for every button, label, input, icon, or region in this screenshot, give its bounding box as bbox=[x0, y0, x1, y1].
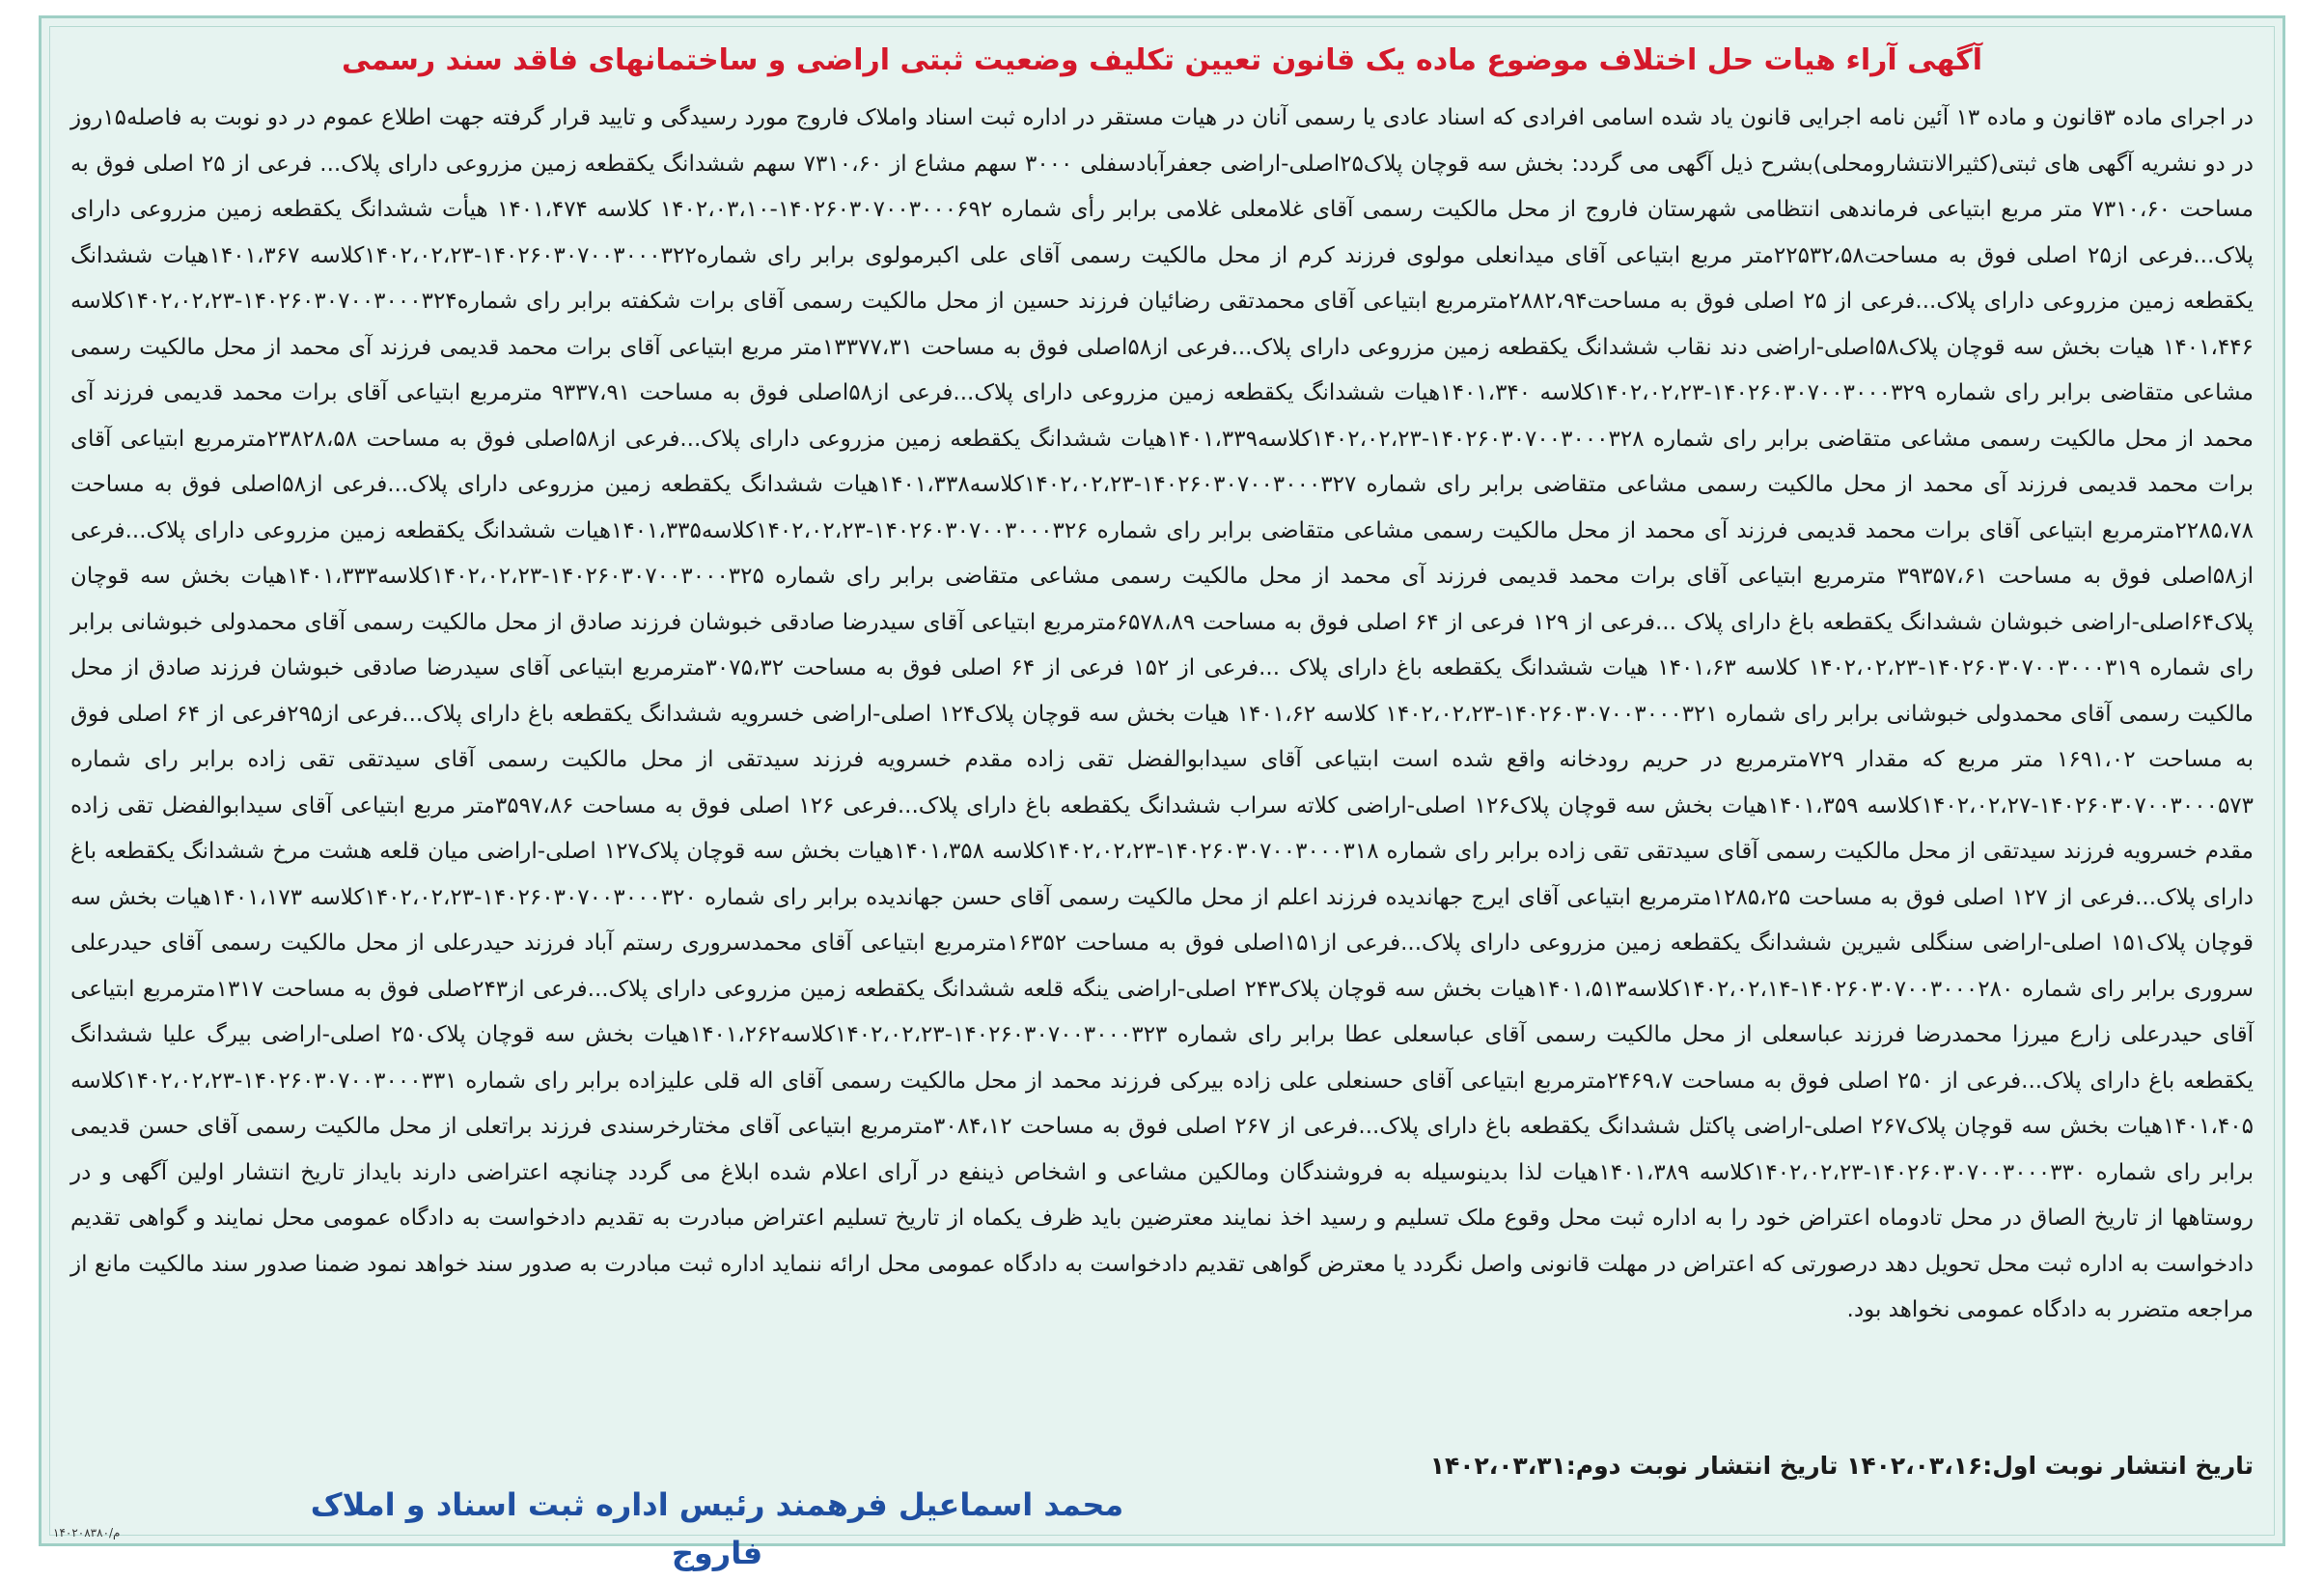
ad-code: م/۱۴۰۲۰۸۳۸۰ bbox=[53, 1526, 121, 1539]
notice-frame bbox=[39, 15, 2285, 1571]
signature: محمد اسماعیل فرهمند رئیس اداره ثبت اسناد و املاک فاروج bbox=[310, 1486, 1124, 1571]
publication-dates: تاریخ انتشار نوبت اول:۱۴۰۲،۰۳،۱۶ تاریخ انتشار نوبت دوم:۱۴۰۲،۰۳،۳۱ bbox=[1429, 1452, 2254, 1480]
notice-title: آگهی آراء هیات حل اختلاف موضوع ماده یک قانون تعیین تکلیف وضعیت ثبتی اراضی و ساختمانهای فاقد سند رسمی bbox=[341, 43, 1983, 77]
notice-body: در اجرای ماده ۳قانون و ماده ۱۳ آئین نامه اجرایی قانون یاد شده اسامی افرادی که اسناد عادی یا رسمی آنان در هیات مستقر در اداره ثبت اسناد واملاک فاروج مورد رسیدگی و تایید قرار گرفته جهت اطلاع عموم در دو نوبت به فاصله۱۵روز در دو نشریه آگهی های ثبتی(کثیرالانتشارومحلی)بشرح ذیل آگهی می گردد: بخش سه قوچان پلاک۲۵اصلی-اراضی جعفرآبادسفلی ۳۰۰۰ سهم مشاع از ۷۳۱۰،۶۰ سهم ششدانگ یکقطعه زمین مزروعی دارای پلاک... فرعی از ۲۵ اصلی فوق به مساحت ۷۳۱۰،۶۰ متر مربع ابتیاعی فرماندهی انتظامی شهرستان فاروج از محل مالکیت رسمی آقای غلامعلی غلامی برابر رأی شماره ۱۴۰۲۶۰۳۰۷۰۰۳۰۰۰۶۹۲-۱۴۰۲،۰۳،۱۰ کلاسه ۱۴۰۱،۴۷۴ هیأت ششدانگ یکقطعه زمین مزروعی دارای پلاک...فرعی از۲۵ اصلی فوق به مساحت۲۲۵۳۲،۵۸متر مربع ابتیاعی آقای میدانعلی مولوی فرزند کرم از محل مالکیت رسمی آقای علی اکبرمولوی برابر رای شماره۱۴۰۲۶۰۳۰۷۰۰۳۰۰۰۳۲۲-۱۴۰۲،۰۲،۲۳کلاسه ۱۴۰۱،۳۶۷هیات ششدانگ یکقطعه زمین مزروعی دارای پلاک...فرعی از ۲۵ اصلی فوق به مساحت۲۸۸۲،۹۴مترمربع ابتیاعی آقای محمدتقی رضائیان فرزند حسین از محل مالکیت رسمی آقای برات شکفته برابر رای شماره۱۴۰۲۶۰۳۰۷۰۰۳۰۰۰۳۲۴-۱۴۰۲،۰۲،۲۳کلاسه ۱۴۰۱،۴۴۶ هیات بخش سه قوچان پلاک۵۸اصلی-اراضی دند نقاب ششدانگ یکقطعه زمین مزروعی دارای پلاک...فرعی از۵۸اصلی فوق به مساحت ۱۳۳۷۷،۳۱متر مربع ابتیاعی آقای برات محمد قدیمی فرزند آی محمد از محل مالکیت رسمی مشاعی متقاضی برابر رای شماره ۱۴۰۲۶۰۳۰۷۰۰۳۰۰۰۳۲۹-۱۴۰۲،۰۲،۲۳کلاسه ۱۴۰۱،۳۴۰هیات ششدانگ یکقطعه زمین مزروعی دارای پلاک...فرعی از۵۸اصلی فوق به مساحت ۹۳۳۷،۹۱ مترمربع ابتیاعی آقای برات محمد قدیمی فرزند آی محمد از محل مالکیت رسمی مشاعی متقاضی برابر رای شماره ۱۴۰۲۶۰۳۰۷۰۰۳۰۰۰۳۲۸-۱۴۰۲،۰۲،۲۳کلاسه۱۴۰۱،۳۳۹هیات ششدانگ یکقطعه زمین مزروعی دارای پلاک...فرعی از۵۸اصلی فوق به مساحت ۲۳۸۲۸،۵۸مترمربع ابتیاعی آقای برات محمد قدیمی فرزند آی محمد از محل مالکیت رسمی مشاعی متقاضی برابر رای شماره ۱۴۰۲۶۰۳۰۷۰۰۳۰۰۰۳۲۷-۱۴۰۲،۰۲،۲۳کلاسه۱۴۰۱،۳۳۸هیات ششدانگ یکقطعه زمین مزروعی دارای پلاک...فرعی از۵۸اصلی فوق به مساحت ۲۲۸۵،۷۸مترمربع ابتیاعی آقای برات محمد قدیمی فرزند آی محمد از محل مالکیت رسمی مشاعی متقاضی برابر رای شماره ۱۴۰۲۶۰۳۰۷۰۰۳۰۰۰۳۲۶-۱۴۰۲،۰۲،۲۳کلاسه۱۴۰۱،۳۳۵هیات ششدانگ یکقطعه زمین مزروعی دارای پلاک...فرعی از۵۸اصلی فوق به مساحت ۳۹۳۵۷،۶۱ مترمربع ابتیاعی آقای برات محمد قدیمی فرزند آی محمد از محل مالکیت رسمی مشاعی متقاضی برابر رای شماره ۱۴۰۲۶۰۳۰۷۰۰۳۰۰۰۳۲۵-۱۴۰۲،۰۲،۲۳کلاسه۱۴۰۱،۳۳۳هیات بخش سه قوچان پلاک۶۴اصلی-اراضی خبوشان ششدانگ یکقطعه باغ دارای پلاک ...فرعی از ۱۲۹ فرعی از ۶۴ اصلی فوق به مساحت ۶۵۷۸،۸۹مترمربع ابتیاعی آقای سیدرضا صادقی خبوشان فرزند صادق از محل مالکیت رسمی آقای محمدولی خبوشانی برابر رای شماره ۱۴۰۲۶۰۳۰۷۰۰۳۰۰۰۳۱۹-۱۴۰۲،۰۲،۲۳ کلاسه ۱۴۰۱،۶۳ هیات ششدانگ یکقطعه باغ دارای پلاک ...فرعی از ۱۵۲ فرعی از ۶۴ اصلی فوق به مساحت ۳۰۷۵،۳۲مترمربع ابتیاعی آقای سیدرضا صادقی خبوشان فرزند صادق از محل مالکیت رسمی آقای محمدولی خبوشانی برابر رای شماره ۱۴۰۲۶۰۳۰۷۰۰۳۰۰۰۳۲۱-۱۴۰۲،۰۲،۲۳ کلاسه ۱۴۰۱،۶۲ هیات بخش سه قوچان پلاک۱۲۴ اصلی-اراضی خسرویه ششدانگ یکقطعه باغ دارای پلاک...فرعی از۲۹۵فرعی از ۶۴ اصلی فوق به مساحت ۱۶۹۱،۰۲ متر مربع که مقدار ۷۲۹مترمربع در حریم رودخانه واقع شده است ابتیاعی آقای سیدابوالفضل تقی زاده مقدم خسرویه فرزند سیدتقی از محل مالکیت رسمی آقای سیدتقی تقی زاده برابر رای شماره ۱۴۰۲۶۰۳۰۷۰۰۳۰۰۰۵۷۳-۱۴۰۲،۰۲،۲۷کلاسه ۱۴۰۱،۳۵۹هیات بخش سه قوچان پلاک۱۲۶ اصلی-اراضی کلاته سراب ششدانگ یکقطعه باغ دارای پلاک...فرعی ۱۲۶ اصلی فوق به مساحت ۳۵۹۷،۸۶متر مربع ابتیاعی آقای سیدابوالفضل تقی زاده مقدم خسرویه فرزند سیدتقی از محل مالکیت رسمی آقای سیدتقی تقی زاده برابر رای شماره ۱۴۰۲۶۰۳۰۷۰۰۳۰۰۰۳۱۸-۱۴۰۲،۰۲،۲۳کلاسه ۱۴۰۱،۳۵۸هیات بخش سه قوچان پلاک۱۲۷ اصلی-اراضی میان قلعه هشت مرخ ششدانگ یکقطعه باغ دارای پلاک...فرعی از ۱۲۷ اصلی فوق به مساحت ۱۲۸۵،۲۵مترمربع ابتیاعی آقای ایرج جهاندیده فرزند اعلم از محل مالکیت رسمی آقای حسن جهاندیده برابر رای شماره ۱۴۰۲۶۰۳۰۷۰۰۳۰۰۰۳۲۰-۱۴۰۲،۰۲،۲۳کلاسه ۱۴۰۱،۱۷۳هیات بخش سه قوچان پلاک۱۵۱ اصلی-اراضی سنگلی شیرین ششدانگ یکقطعه زمین مزروعی دارای پلاک...فرعی از۱۵۱اصلی فوق به مساحت ۱۶۳۵۲مترمربع ابتیاعی آقای محمدسروری رستم آباد فرزند حیدرعلی از محل مالکیت رسمی آقای حیدرعلی سروری برابر رای شماره ۱۴۰۲۶۰۳۰۷۰۰۳۰۰۰۲۸۰-۱۴۰۲،۰۲،۱۴کلاسه۱۴۰۱،۵۱۳هیات بخش سه قوچان پلاک۲۴۳ اصلی-اراضی ینگه قلعه ششدانگ یکقطعه زمین مزروعی دارای پلاک...فرعی از۲۴۳صلی فوق به مساحت ۱۳۱۷مترمربع ابتیاعی آقای حیدرعلی زارع میرزا محمدرضا فرزند عباسعلی از محل مالکیت رسمی آقای عباسعلی عطا برابر رای شماره ۱۴۰۲۶۰۳۰۷۰۰۳۰۰۰۳۲۳-۱۴۰۲،۰۲،۲۳کلاسه۱۴۰۱،۲۶۲هیات بخش سه قوچان پلاک۲۵۰ اصلی-اراضی بیرگ علیا ششدانگ یکقطعه باغ دارای پلاک...فرعی از ۲۵۰ اصلی فوق به مساحت ۲۴۶۹،۷مترمربع ابتیاعی آقای حسنعلی علی زاده بیرکی فرزند محمد از محل مالکیت رسمی آقای اله قلی علیزاده برابر رای شماره ۱۴۰۲۶۰۳۰۷۰۰۳۰۰۰۳۳۱-۱۴۰۲،۰۲،۲۳کلاسه ۱۴۰۱،۴۰۵هیات بخش سه قوچان پلاک۲۶۷ اصلی-اراضی پاکتل ششدانگ یکقطعه باغ دارای پلاک...فرعی از ۲۶۷ اصلی فوق به مساحت ۳۰۸۴،۱۲مترمربع ابتیاعی آقای مختارخرسندی فرزند براتعلی از محل مالکیت رسمی آقای حسن قدیمی برابر رای شماره ۱۴۰۲۶۰۳۰۷۰۰۳۰۰۰۳۳۰-۱۴۰۲،۰۲،۲۳کلاسه ۱۴۰۱،۳۸۹هیات لذا بدینوسیله به فروشندگان ومالکین مشاعی و اشخاص ذینفع در آرای اعلام شده ابلاغ می گردد چنانچه اعتراضی دارند بایداز تاریخ انتشار اولین آگهی و در روستاهها از تاریخ الصاق در محل تادوماه اعتراض خود را به اداره ثبت محل وقوع ملک تسلیم و رسید اخذ نمایند معترضین باید ظرف یکماه از تاریخ تسلیم اعتراض مبادرت به تقدیم دادخواست به دادگاه عمومی محل نمایند و گواهی تقدیم دادخواست به اداره ثبت محل تحویل دهد درصورتی که اعتراض در مهلت قانونی واصل نگردد یا معترض گواهی تقدیم دادخواست به دادگاه عمومی محل ارائه ننماید اداره ثبت مبادرت به صدور سند خواهد نمود ضمنا صدور سند مالکیت مانع از مراجعه متضرر به دادگاه عمومی نخواهد بود. bbox=[70, 105, 2255, 1322]
